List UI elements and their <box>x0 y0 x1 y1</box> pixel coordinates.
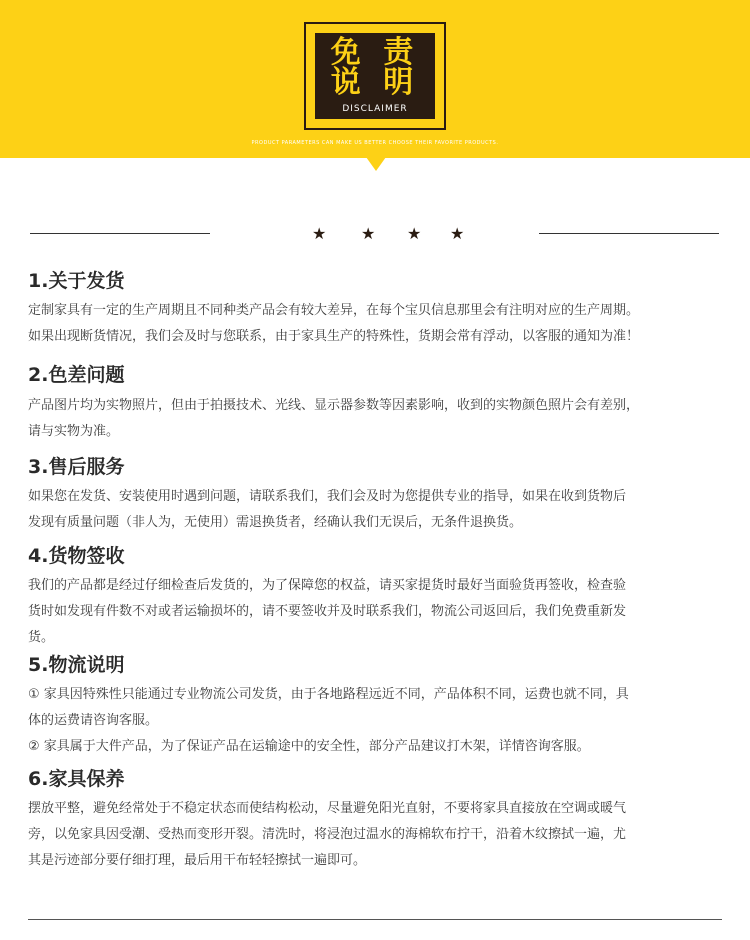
text-line: 其是污迹部分要仔细打理，最后用干布轻轻擦拭一遍即可。 <box>28 853 367 868</box>
text-line: 货时如发现有件数不对或者运输损坏的，请不要签收并及时联系我们，物流公司返回后，我们免费重新发 <box>28 604 627 619</box>
text-line: 体的运费请咨询客服。 <box>28 713 159 728</box>
logo-title-line1: 免 责 <box>330 35 420 70</box>
text-line: 定制家具有一定的生产周期且不同种类产品会有较大差异，在每个宝贝信息那里会有注明对应的生产周期。 <box>28 303 640 318</box>
section-title-logistics: 5.物流说明 <box>28 654 125 676</box>
bottom-divider <box>28 919 722 920</box>
text-line: 货。 <box>28 630 55 645</box>
section-title-maintenance: 6.家具保养 <box>28 768 125 790</box>
section-body-receipt <box>28 573 724 651</box>
star-divider <box>300 222 480 246</box>
header-tagline: PRODUCT PARAMETERS CAN MAKE US BETTER CHOOSE THEIR FAVORITE PRODUCTS. <box>251 140 499 146</box>
text-line: 摆放平整，避免经常处于不稳定状态而使结构松动，尽量避免阳光直射，不要将家具直接放在空调或暖气 <box>28 801 627 816</box>
text-line: 旁，以免家具因受潮、受热而变形开裂。清洗时，将浸泡过温水的海棉软布拧干，沿着木纹擦拭一遍，尤 <box>28 827 627 842</box>
section-title-shipping: 1.关于发货 <box>28 270 125 292</box>
star-icon: ★ <box>312 224 327 243</box>
text-line: 我们的产品都是经过仔细检查后发货的，为了保障您的权益，请买家提货时最好当面验货再签收，检查验 <box>28 578 627 593</box>
divider-left <box>30 233 210 234</box>
section-title-after-sales: 3.售后服务 <box>28 456 125 478</box>
logo-inner <box>315 33 435 119</box>
section-body-after-sales <box>28 484 724 536</box>
text-line: 产品图片均为实物照片，但由于拍摄技术、光线、显示器参数等因素影响，收到的实物颜色照片会有差别， <box>28 398 640 413</box>
logo-title-line2: 说 明 <box>330 65 420 100</box>
divider-right <box>539 233 719 234</box>
disclaimer-logo <box>304 22 446 130</box>
section-body-logistics <box>28 682 724 760</box>
text-line: ① 家具因特殊性只能通过专业物流公司发货，由于各地路程远近不同，产品体积不同，运费也就不同，具 <box>28 687 629 702</box>
text-line: 发现有质量问题（非人为，无使用）需退换货者，经确认我们无误后，无条件退换货。 <box>28 515 523 530</box>
section-body-color-difference <box>28 393 724 445</box>
section-title-color-difference: 2.色差问题 <box>28 364 125 386</box>
header-banner <box>0 0 750 158</box>
text-line: 请与实物为准。 <box>28 424 120 439</box>
text-line: 如果您在发货、安装使用时遇到问题，请联系我们，我们会及时为您提供专业的指导，如果在收到货物后 <box>28 489 627 504</box>
star-icon: ★ <box>361 224 376 243</box>
section-body-maintenance <box>28 796 724 874</box>
star-icon: ★ <box>407 224 422 243</box>
banner-pointer-icon <box>366 157 386 171</box>
section-title-receipt: 4.货物签收 <box>28 545 125 567</box>
logo-subtitle: DISCLAIMER <box>342 104 408 114</box>
star-icon: ★ <box>450 224 465 243</box>
section-body-shipping <box>28 298 724 350</box>
text-line: ② 家具属于大件产品，为了保证产品在运输途中的安全性，部分产品建议打木架，详情咨询客服。 <box>28 739 590 754</box>
text-line: 如果出现断货情况，我们会及时与您联系，由于家具生产的特殊性，货期会常有浮动，以客服的通知为准！ <box>28 329 640 344</box>
